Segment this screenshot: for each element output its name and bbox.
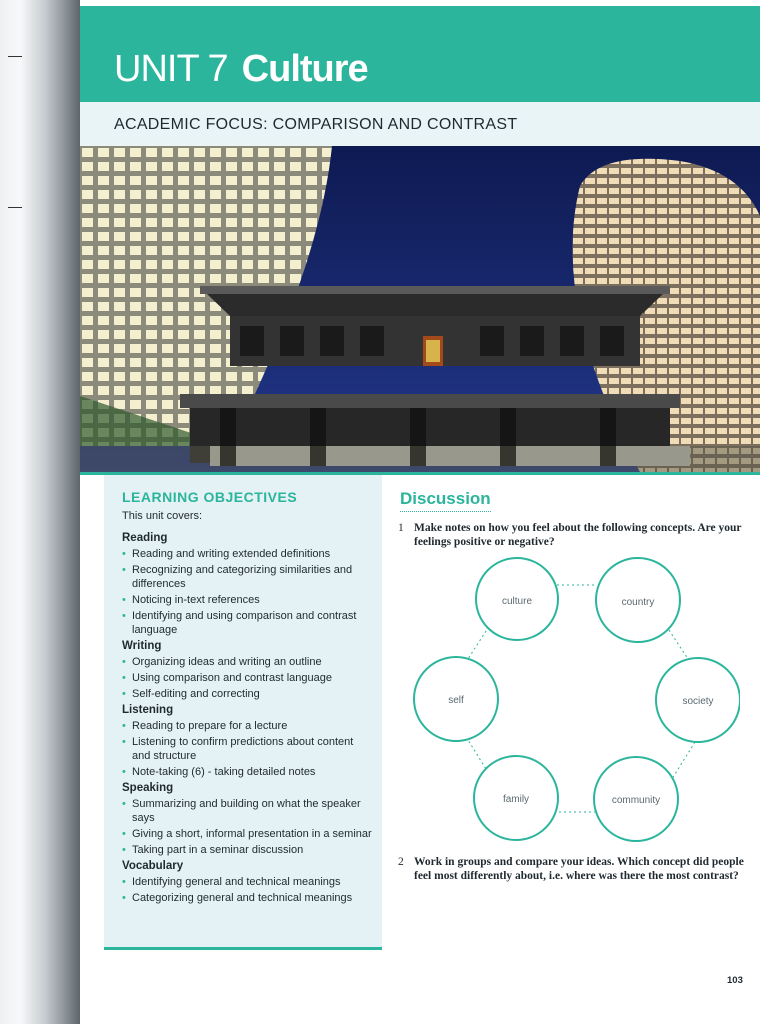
- temple-illustration: [80, 146, 760, 472]
- objectives-title: LEARNING OBJECTIVES: [122, 489, 298, 505]
- group-heading: Listening: [122, 704, 174, 716]
- spine-mark: [8, 56, 22, 57]
- question-number: 2: [398, 856, 404, 868]
- objective-item: • Listening to confirm predictions about content and structure: [122, 735, 372, 763]
- concept-label: self: [448, 695, 464, 706]
- objective-item: • Giving a short, informal presentation in a seminar: [122, 827, 372, 841]
- question-text: Work in groups and compare your ideas. Which concept did people feel most differently about, i.e. where was there the most contrast?: [414, 856, 744, 882]
- group-heading: Vocabulary: [122, 860, 184, 872]
- objectives-group: [122, 532, 372, 637]
- discussion-title: Discussion: [400, 489, 491, 512]
- academic-focus: ACADEMIC FOCUS: COMPARISON AND CONTRAST: [114, 116, 518, 133]
- objective-item: • Self-editing and correcting: [122, 687, 372, 701]
- objectives-list: [122, 530, 372, 908]
- concept-label: family: [502, 794, 530, 805]
- question-1: [398, 521, 753, 549]
- book-page: [80, 0, 768, 1024]
- objective-item: • Taking part in a seminar discussion: [122, 843, 372, 857]
- objective-item: • Identifying and using comparison and contrast language: [122, 609, 372, 637]
- concept-node: [594, 757, 678, 841]
- objectives-group: [122, 782, 372, 857]
- objective-item: • Reading and writing extended definitions: [122, 547, 372, 561]
- objective-item: • Recognizing and categorizing similarities and differences: [122, 563, 372, 591]
- objective-item: • Summarizing and building on what the speaker says: [122, 797, 372, 825]
- group-heading: Writing: [122, 640, 162, 652]
- concept-label: community: [611, 795, 661, 806]
- objective-item: • Using comparison and contrast language: [122, 671, 372, 685]
- concept-node: [656, 658, 740, 742]
- question-number: 1: [398, 522, 404, 534]
- unit-title: Culture: [241, 48, 368, 90]
- concept-label: country: [621, 597, 655, 608]
- temple-photo: [80, 146, 760, 472]
- academic-focus-bar: [80, 102, 760, 146]
- objectives-intro: This unit covers:: [122, 510, 203, 522]
- objective-item: • Noticing in-text references: [122, 593, 372, 607]
- objective-item: • Organizing ideas and writing an outline: [122, 655, 372, 669]
- concept-node: [474, 756, 558, 840]
- group-heading: Reading: [122, 532, 168, 544]
- unit-banner: [80, 6, 760, 102]
- concept-node: [476, 558, 558, 640]
- objectives-group: [122, 860, 372, 905]
- objectives-group: [122, 704, 372, 779]
- unit-heading: [114, 48, 368, 91]
- question-2: [398, 855, 753, 883]
- objective-item: • Identifying general and technical meanings: [122, 875, 372, 889]
- concept-node: [596, 558, 680, 642]
- spine-mark: [8, 207, 22, 208]
- concept-label: society: [682, 696, 714, 707]
- concept-diagram: [400, 552, 740, 852]
- concept-label: culture: [501, 596, 533, 607]
- book-spine: [0, 0, 80, 1024]
- objective-item: • Note-taking (6) - taking detailed notes: [122, 765, 372, 779]
- objective-item: • Categorizing general and technical meanings: [122, 891, 372, 905]
- objectives-group: [122, 640, 372, 701]
- learning-objectives-panel: [104, 475, 382, 950]
- objective-item: • Reading to prepare for a lecture: [122, 719, 372, 733]
- unit-label: UNIT 7: [114, 48, 228, 90]
- question-text: Make notes on how you feel about the following concepts. Are your feelings positive or negative?: [414, 522, 742, 548]
- concept-node: [414, 657, 498, 741]
- page-number: 103: [727, 975, 743, 986]
- group-heading: Speaking: [122, 782, 174, 794]
